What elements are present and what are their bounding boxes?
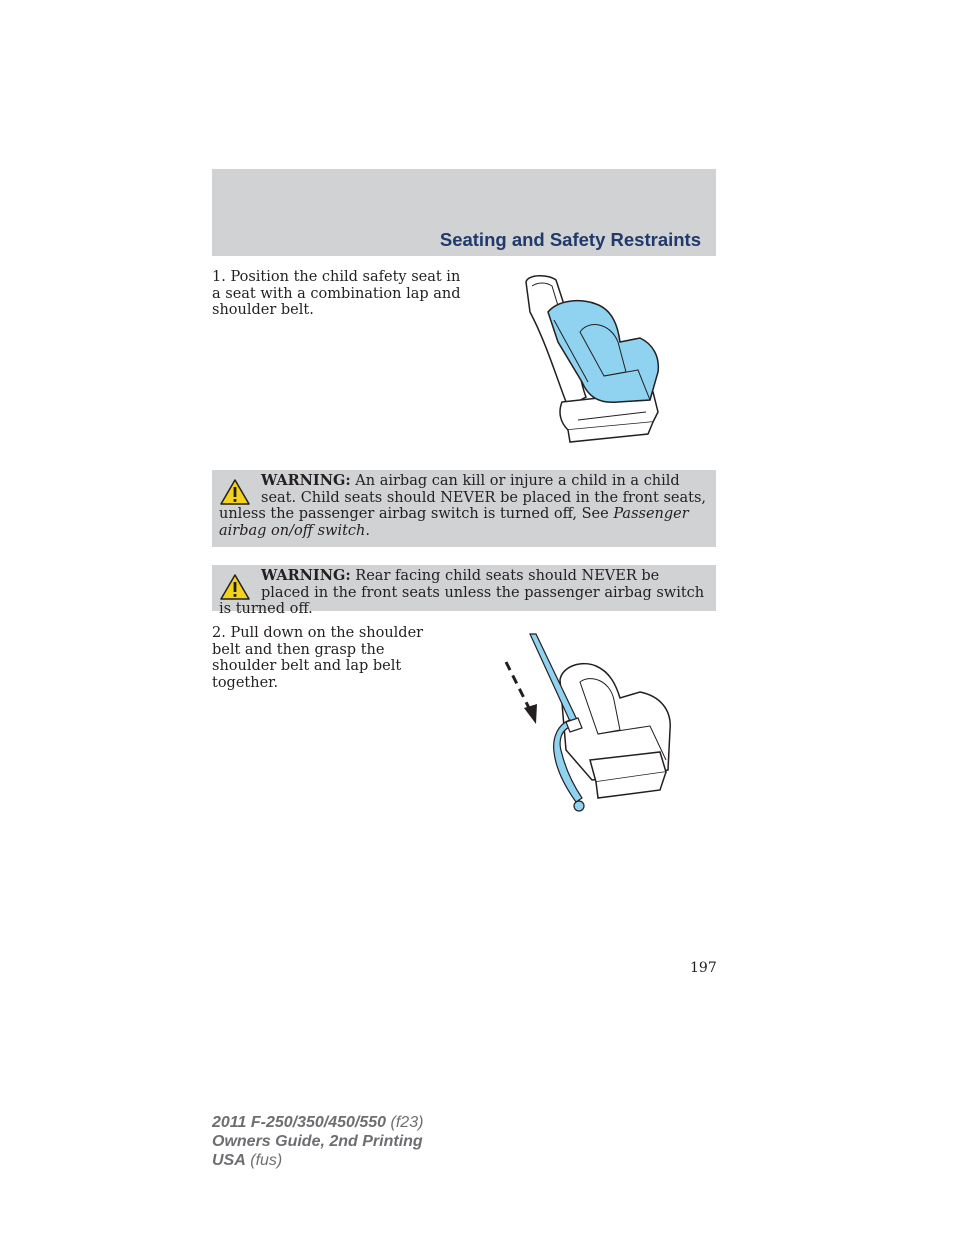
child-seat-in-vehicle-seat-illustration: [518, 272, 668, 454]
warning-label: WARNING:: [261, 567, 351, 584]
warning-end: .: [365, 522, 370, 539]
document-footer: [212, 1113, 423, 1170]
section-header-band: [212, 169, 716, 256]
warning-triangle-icon: [219, 478, 251, 506]
footer-line-2: Owners Guide, 2nd Printing: [212, 1133, 423, 1150]
warning-rear-facing-seat: [212, 565, 716, 617]
cross-reference-link: Passenger airbag on/off switch: [219, 506, 689, 539]
footer-line-3: USA (fus): [212, 1152, 283, 1169]
warning-triangle-icon: [219, 573, 251, 601]
step-1-text: 1. Position the child safety seat in a seat with a combination lap and shoulder belt.: [212, 269, 461, 318]
page-number: 197: [690, 960, 717, 976]
warning-label: WARNING:: [261, 472, 351, 489]
warning-airbag-child-seat: [212, 470, 716, 547]
step-2-text: 2. Pull down on the shoulder belt and then grasp the shoulder belt and lap belt together.: [212, 625, 424, 691]
warning-text: An airbag can kill or injure a child in a child seat. Child seats should NEVER be placed in the front seats, unless the passenger airbag switch is turned off, See: [219, 473, 707, 522]
warning-text: Rear facing child seats should NEVER be placed in the front seats unless the passenger airbag switch is turned off.: [219, 568, 705, 617]
footer-line-1: 2011 F-250/350/450/550 (f23): [212, 1114, 424, 1131]
shoulder-belt-pull-down-illustration: [500, 630, 680, 816]
section-title: Seating and Safety Restraints: [439, 229, 701, 250]
